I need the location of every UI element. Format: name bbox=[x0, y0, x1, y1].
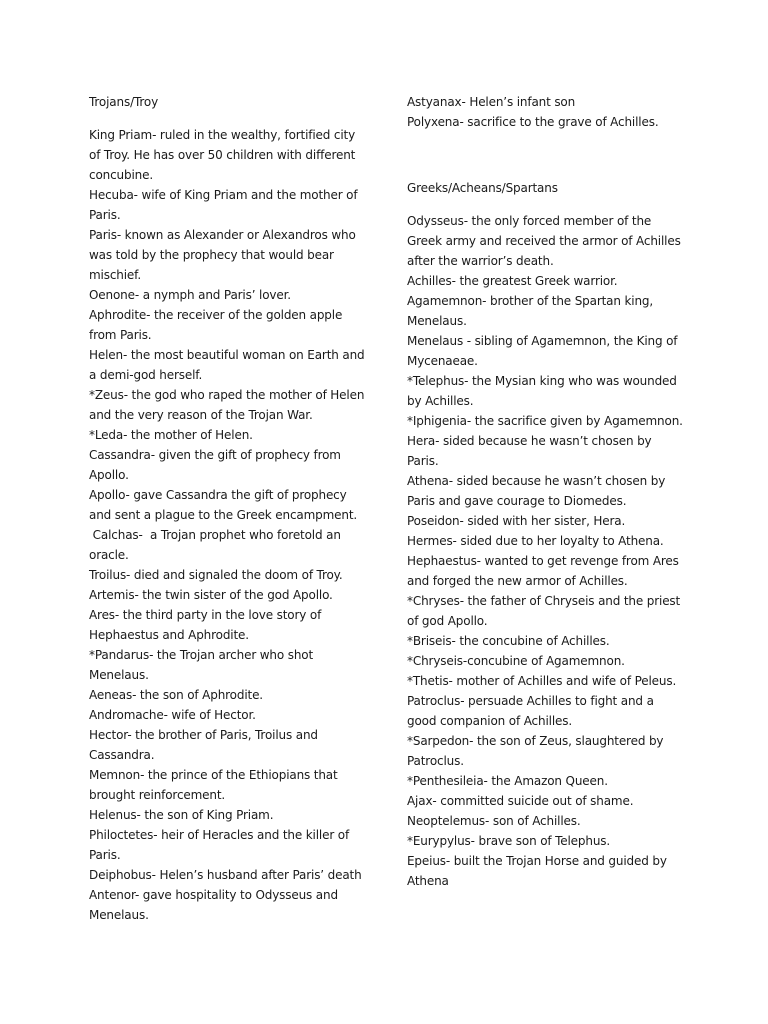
character-entry: Memnon- the prince of the Ethiopians that brought reinforcement. bbox=[89, 768, 338, 802]
character-entry: Paris- known as Alexander or Alexandros who was told by the prophecy that would bear mischief. bbox=[89, 228, 356, 282]
character-entry: Athena- sided because he wasn’t chosen by Paris and gave courage to Diomedes. bbox=[407, 474, 666, 508]
character-entry: Helenus- the son of King Priam. bbox=[89, 808, 274, 822]
character-entry: Oenone- a nymph and Paris’ lover. bbox=[89, 288, 291, 302]
character-entry: Artemis- the twin sister of the god Apollo. bbox=[89, 588, 333, 602]
character-entry: Astyanax- Helen’s infant son bbox=[407, 95, 576, 109]
character-entry: *Thetis- mother of Achilles and wife of Peleus. bbox=[407, 674, 677, 688]
character-entry: Menelaus - sibling of Agamemnon, the King of Mycenaeae. bbox=[407, 334, 678, 368]
character-entry: Polyxena- sacrifice to the grave of Achilles. bbox=[407, 115, 659, 129]
character-entry: Calchas- a Trojan prophet who foretold an oracle. bbox=[89, 528, 345, 562]
character-entry: Odysseus- the only forced member of the Greek army and received the armor of Achilles after the warrior’s death. bbox=[407, 214, 681, 268]
character-entry: Hera- sided because he wasn’t chosen by Paris. bbox=[407, 434, 652, 468]
character-entry: Neoptelemus- son of Achilles. bbox=[407, 814, 581, 828]
character-entry: Hector- the brother of Paris, Troilus and Cassandra. bbox=[89, 728, 318, 762]
character-entry: *Penthesileia- the Amazon Queen. bbox=[407, 774, 608, 788]
character-entry: *Chryseis-concubine of Agamemnon. bbox=[407, 654, 625, 668]
character-entry: Antenor- gave hospitality to Odysseus and Menelaus. bbox=[89, 888, 338, 922]
character-entry: Apollo- gave Cassandra the gift of prophecy and sent a plague to the Greek encampment. bbox=[89, 488, 358, 522]
character-entry: Deiphobus- Helen’s husband after Paris’ death bbox=[89, 868, 362, 882]
character-entry: Patroclus- persuade Achilles to fight and a good companion of Achilles. bbox=[407, 694, 654, 728]
character-entry: Achilles- the greatest Greek warrior. bbox=[407, 274, 618, 288]
character-entry: *Eurypylus- brave son of Telephus. bbox=[407, 834, 611, 848]
character-entry: *Zeus- the god who raped the mother of Helen and the very reason of the Trojan War. bbox=[89, 388, 365, 422]
character-entry: Philoctetes- heir of Heracles and the killer of Paris. bbox=[89, 828, 350, 862]
character-entry: Hecuba- wife of King Priam and the mother of Paris. bbox=[89, 188, 358, 222]
character-entry: Epeius- built the Trojan Horse and guided by Athena bbox=[407, 854, 667, 888]
character-entry: Hermes- sided due to her loyalty to Athena. bbox=[407, 534, 664, 548]
character-entry: Ajax- committed suicide out of shame. bbox=[407, 794, 634, 808]
character-entry: *Briseis- the concubine of Achilles. bbox=[407, 634, 610, 648]
character-entry: Andromache- wife of Hector. bbox=[89, 708, 256, 722]
greeks-column bbox=[407, 92, 683, 891]
character-entry: Aeneas- the son of Aphrodite. bbox=[89, 688, 263, 702]
character-entry: *Chryses- the father of Chryseis and the priest of god Apollo. bbox=[407, 594, 681, 628]
trojans-heading: Trojans/Troy bbox=[89, 95, 159, 109]
trojans-column bbox=[89, 92, 367, 925]
character-entry: Cassandra- given the gift of prophecy from Apollo. bbox=[89, 448, 341, 482]
character-entry: Agamemnon- brother of the Spartan king, Menelaus. bbox=[407, 294, 654, 328]
character-entry: *Sarpedon- the son of Zeus, slaughtered by Patroclus. bbox=[407, 734, 664, 768]
character-entry: Poseidon- sided with her sister, Hera. bbox=[407, 514, 626, 528]
character-entry: Troilus- died and signaled the doom of Troy. bbox=[89, 568, 343, 582]
character-entry: *Pandarus- the Trojan archer who shot Menelaus. bbox=[89, 648, 314, 682]
greeks-heading: Greeks/Acheans/Spartans bbox=[407, 181, 558, 195]
character-entry: Ares- the third party in the love story of Hephaestus and Aphrodite. bbox=[89, 608, 322, 642]
character-entry: Hephaestus- wanted to get revenge from Ares and forged the new armor of Achilles. bbox=[407, 554, 679, 588]
character-entry: *Iphigenia- the sacrifice given by Agamemnon. bbox=[407, 414, 683, 428]
character-entry: *Leda- the mother of Helen. bbox=[89, 428, 253, 442]
character-entry: King Priam- ruled in the wealthy, fortified city of Troy. He has over 50 children with different concubine. bbox=[89, 128, 356, 182]
character-entry: Helen- the most beautiful woman on Earth and a demi-god herself. bbox=[89, 348, 365, 382]
character-entry: *Telephus- the Mysian king who was wounded by Achilles. bbox=[407, 374, 677, 408]
character-entry: Aphrodite- the receiver of the golden apple from Paris. bbox=[89, 308, 343, 342]
